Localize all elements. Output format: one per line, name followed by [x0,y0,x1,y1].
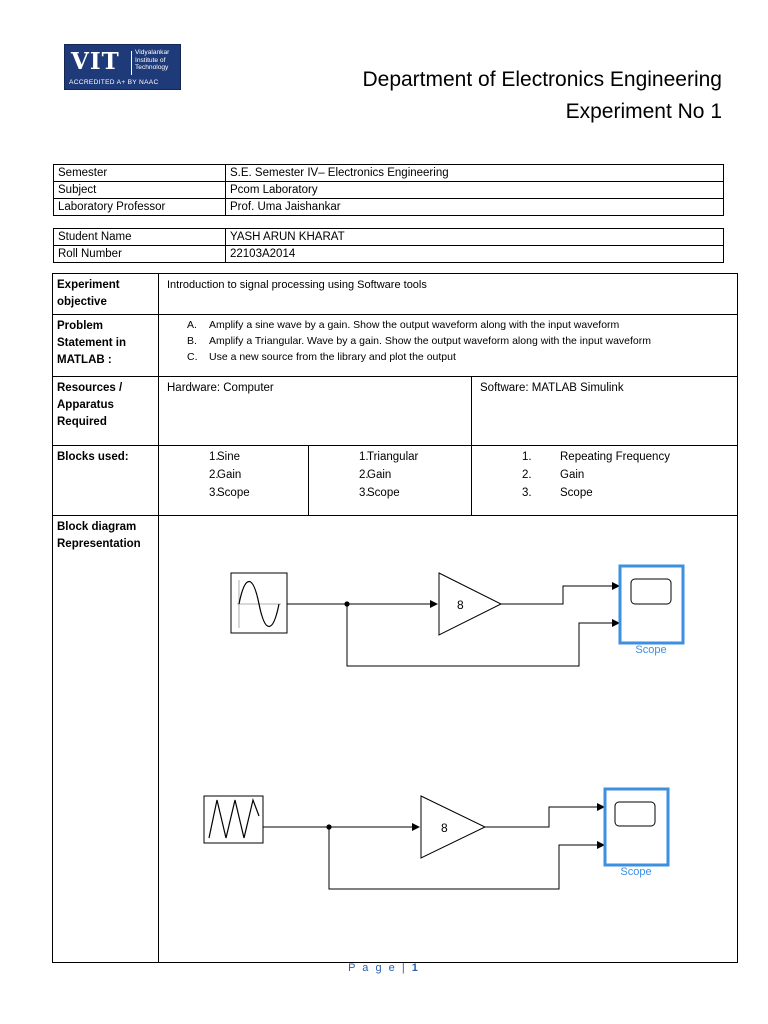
list-item [167,317,729,333]
blocks-triangular-set [309,446,472,516]
list-item [167,333,729,349]
sine-diagram [231,566,683,666]
professor-label: Laboratory Professor [54,199,226,216]
page-footer-prefix: P a g e | [348,962,412,974]
student-info-table [53,228,724,263]
logo-line: Institute of [135,56,166,64]
block-diagrams [159,516,737,961]
blocks-repeating-set [472,446,738,516]
problem-marker: A. [187,319,197,331]
blocks-sine-set [159,446,309,516]
block-name: Scope [560,487,593,499]
block-name: Sine [217,451,241,463]
block-number: 1. [522,451,532,463]
scope-icon [631,579,671,604]
block-number: 3. [209,487,219,499]
problem-label: Problem Statement in MATLAB : [53,315,159,377]
objective-label: Experiment objective [53,274,159,315]
block-name: Scope [367,487,400,499]
diagram-label: Block diagram Representation [53,516,159,963]
roll-number-value: 22103A2014 [226,246,724,263]
vit-logo [64,44,181,90]
problem-text: Amplify a Triangular. Wave by a gain. Show the output waveform along with the input waveform [209,335,652,347]
gain-value: 8 [441,821,448,835]
problem-marker: C. [187,351,198,363]
experiment-table [52,273,738,963]
table-row [54,182,724,199]
list-item [167,349,729,365]
logo-line: Technology [135,64,169,72]
problem-row [53,315,738,377]
scope-block [605,789,668,865]
problem-marker: B. [187,335,197,347]
block-number: 2. [359,469,369,481]
block-name: Repeating Frequency [560,451,670,463]
scope-label: Scope [620,866,652,878]
block-number: 1. [209,451,219,463]
logo-divider [131,51,132,75]
block-number: 3. [522,487,532,499]
block-number: 1. [359,451,369,463]
resources-row [53,377,738,446]
semester-label: Semester [54,165,226,182]
gain-value: 8 [457,598,464,612]
block-name: Gain [217,469,242,481]
gain-block [421,796,485,858]
problem-statements [159,315,738,377]
gain-output-line [501,586,619,604]
diagram-cell [159,516,738,963]
hardware-value: Hardware: Computer [159,377,472,446]
block-name: Gain [560,469,585,481]
course-info-table [53,164,724,216]
objective-row [53,274,738,315]
page-number: 1 [411,962,420,974]
department-title: Department of Electronics Engineering [362,68,722,91]
student-name-value: YASH ARUN KHARAT [226,229,724,246]
block-name: Triangular [367,451,419,463]
block-name: Gain [367,469,392,481]
blocks-row [53,446,738,516]
semester-value: S.E. Semester IV– Electronics Engineering [226,165,724,182]
student-name-label: Student Name [54,229,226,246]
logo-line: Vidyalankar [135,49,170,56]
blocks-label: Blocks used: [53,446,159,516]
block-name: Scope [217,487,250,499]
scope-icon [615,802,655,826]
objective-value: Introduction to signal processing using Software tools [159,274,738,315]
experiment-title: Experiment No 1 [565,100,722,123]
gain-output-line [485,807,604,827]
gain-block [439,573,501,635]
table-row [54,246,724,263]
logo-accreditation: ACCREDITED A+ BY NAAC [69,79,159,86]
diagram-row [53,516,738,963]
logo-institute [135,49,169,72]
block-number: 2. [209,469,219,481]
page-footer [0,962,768,974]
block-number: 3. [359,487,369,499]
problem-list [167,317,729,365]
table-row [54,199,724,216]
table-row [54,165,724,182]
table-row [54,229,724,246]
software-value: Software: MATLAB Simulink [472,377,738,446]
professor-value: Prof. Uma Jaishankar [226,199,724,216]
roll-number-label: Roll Number [54,246,226,263]
subject-value: Pcom Laboratory [226,182,724,199]
triangular-diagram [204,789,668,889]
subject-label: Subject [54,182,226,199]
resources-label: Resources / Apparatus Required [53,377,159,446]
logo-abbr: VIT [71,48,120,75]
scope-label: Scope [635,644,667,656]
block-number: 2. [522,469,532,481]
problem-text: Amplify a sine wave by a gain. Show the output waveform along with the input waveform [209,319,620,331]
problem-text: Use a new source from the library and plot the output [209,351,456,363]
